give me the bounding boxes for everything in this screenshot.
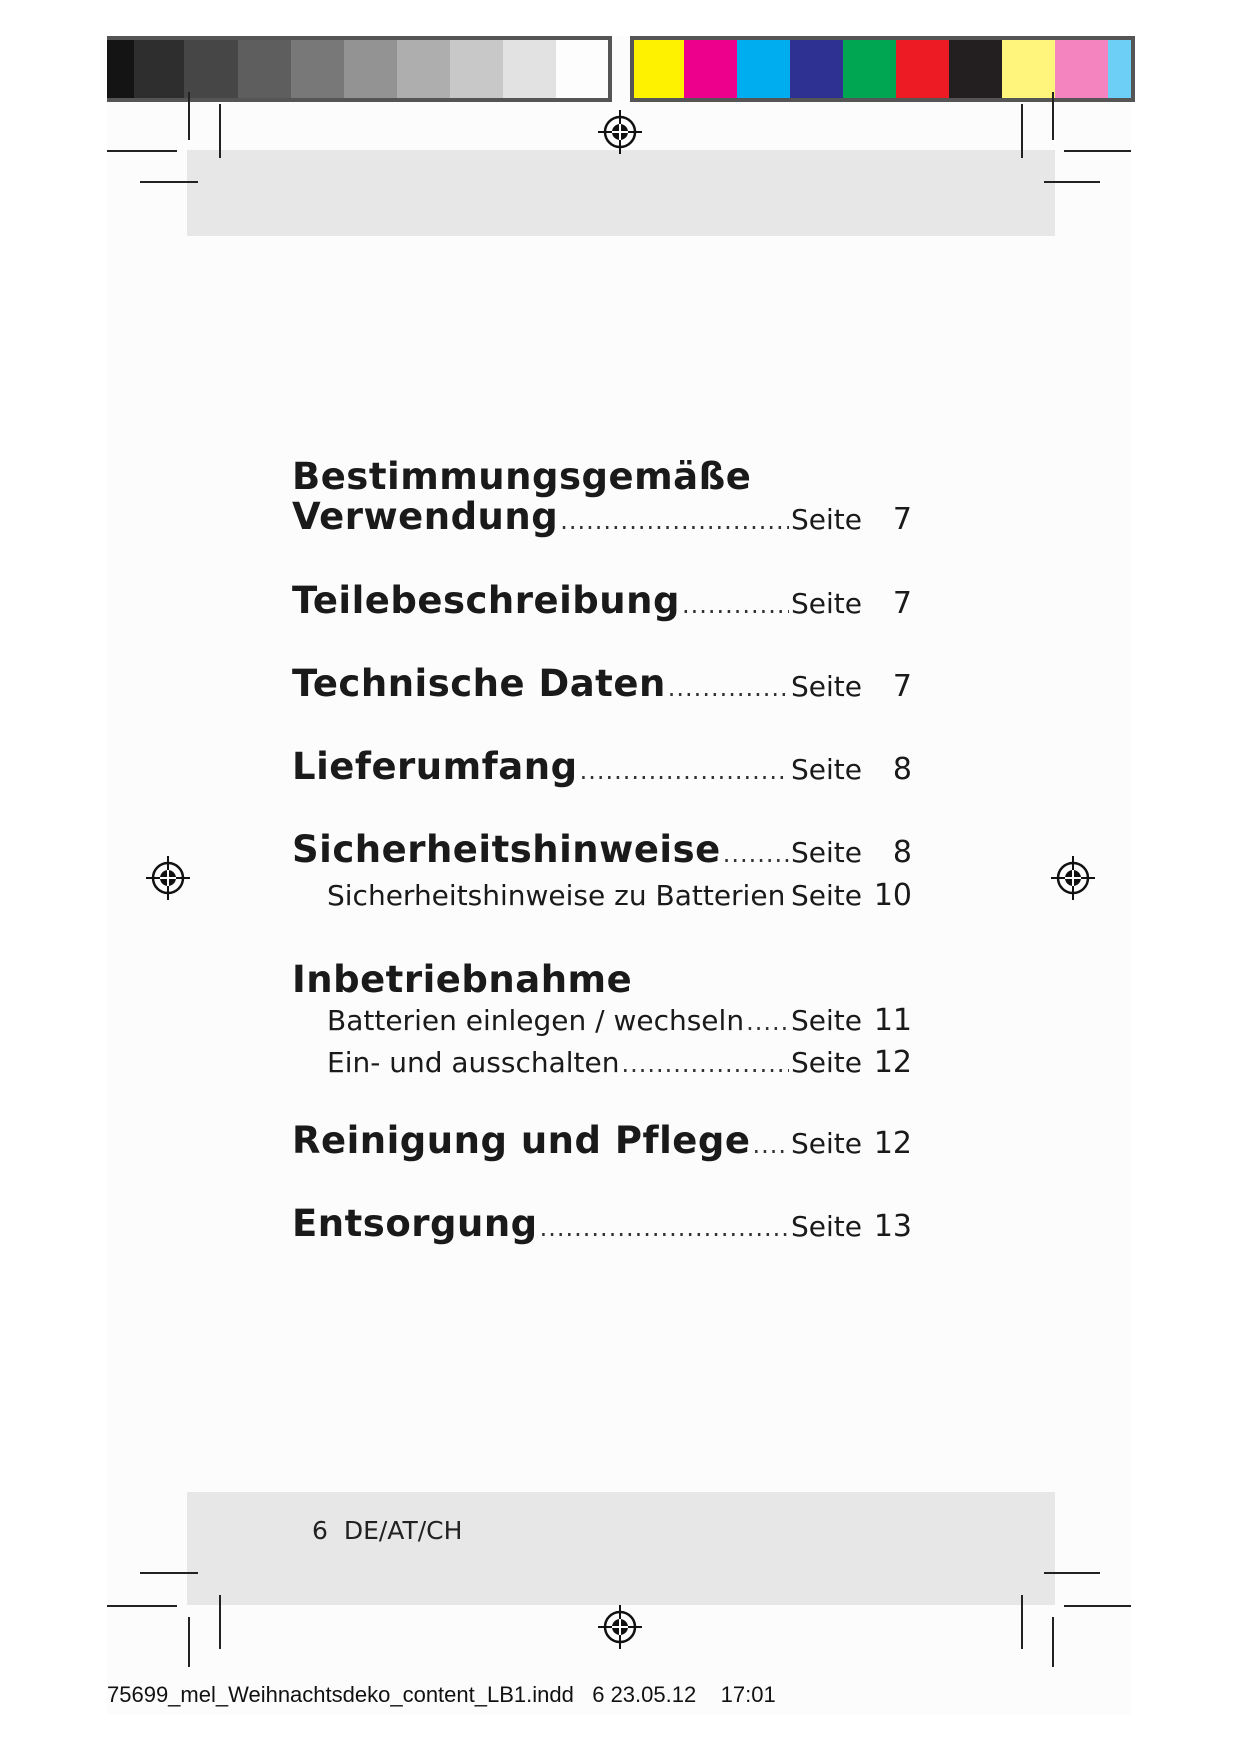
toc-page-number: 13 — [873, 1209, 912, 1244]
toc-subentry[interactable] — [292, 1045, 912, 1080]
crop-mark — [219, 104, 221, 158]
leader-dots — [746, 1008, 789, 1036]
toc-page-number: 8 — [892, 835, 912, 870]
toc-seite-label: Seite — [791, 1004, 862, 1037]
toc-seite-label: Seite — [791, 1127, 862, 1160]
leader-dots — [723, 840, 789, 868]
toc-entry[interactable] — [292, 745, 912, 788]
page-number: 6 — [312, 1516, 328, 1545]
leader-dots — [560, 507, 789, 535]
leader-dots — [787, 883, 789, 911]
toc-seite-label: Seite — [791, 587, 862, 620]
slug-filename: 75699_mel_Weihnachtsdeko_content_LB1.indd — [107, 1682, 574, 1707]
toc-entry[interactable] — [292, 828, 912, 871]
gray-swatch — [503, 40, 556, 98]
color-calibration-bar — [630, 36, 1135, 102]
color-swatch — [1108, 40, 1131, 98]
crop-mark — [1021, 104, 1023, 158]
leader-dots — [752, 1131, 789, 1159]
toc-page-number: 12 — [873, 1045, 912, 1080]
toc-entry-title: Lieferumfang — [292, 745, 578, 788]
gray-swatch — [134, 40, 184, 98]
toc-entry-title: Sicherheitshinweise — [292, 828, 721, 871]
leader-dots — [682, 591, 789, 619]
registration-mark-icon — [1051, 856, 1095, 900]
leader-dots — [622, 1050, 790, 1078]
toc-entry[interactable] — [292, 579, 912, 622]
crop-mark — [219, 1595, 221, 1649]
toc-page-number: 11 — [873, 1003, 912, 1038]
crop-mark — [1064, 1605, 1131, 1607]
toc-heading-line: Bestimmungsgemäße — [292, 455, 752, 498]
footer-band — [187, 1492, 1055, 1605]
gray-swatch — [184, 40, 238, 98]
leader-dots — [540, 1214, 789, 1242]
color-swatch — [634, 40, 684, 98]
toc-page-number: 7 — [892, 502, 912, 537]
toc-entry-title: Technische Daten — [292, 662, 666, 705]
toc-seite-label: Seite — [791, 503, 862, 536]
crop-mark — [1064, 150, 1131, 152]
gray-swatch — [344, 40, 397, 98]
locale-label: DE/AT/CH — [343, 1516, 463, 1545]
registration-mark-icon — [598, 110, 642, 154]
toc-page-number: 7 — [892, 669, 912, 704]
crop-mark — [1052, 1617, 1054, 1667]
color-swatch — [843, 40, 896, 98]
gray-swatch — [450, 40, 503, 98]
grayscale-calibration-bar — [107, 36, 612, 102]
toc-subentry[interactable] — [292, 878, 912, 913]
crop-mark — [107, 1605, 177, 1607]
color-swatch — [684, 40, 737, 98]
toc-seite-label: Seite — [791, 670, 862, 703]
toc-seite-label: Seite — [791, 753, 862, 786]
toc-entry-title: Verwendung — [292, 495, 559, 538]
toc-page-number: 10 — [873, 878, 912, 913]
color-swatch — [790, 40, 843, 98]
page-footer — [312, 1516, 462, 1545]
crop-mark — [1044, 1572, 1100, 1574]
gray-swatch — [291, 40, 344, 98]
toc-entry-title: Batterien einlegen / wechseln — [327, 1004, 745, 1037]
toc-subentry[interactable] — [292, 1003, 912, 1038]
registration-mark-icon — [146, 856, 190, 900]
crop-mark — [140, 1572, 198, 1574]
toc-entry-title: Ein- und ausschalten — [327, 1046, 620, 1079]
leader-dots — [668, 674, 789, 702]
toc-page-number: 8 — [892, 752, 912, 787]
color-swatch — [737, 40, 790, 98]
toc-entry[interactable] — [292, 1202, 912, 1245]
color-swatch — [1055, 40, 1108, 98]
toc-entry-title: Teilebeschreibung — [292, 579, 680, 622]
toc-entry[interactable] — [292, 1119, 912, 1162]
toc-entry[interactable] — [292, 662, 912, 705]
crop-mark — [140, 181, 198, 183]
toc-section-heading[interactable]: Inbetriebnahme — [292, 958, 633, 1001]
color-swatch — [949, 40, 1002, 98]
registration-mark-icon — [598, 1605, 642, 1649]
header-band — [187, 150, 1055, 236]
gray-swatch — [238, 40, 291, 98]
toc-page-number: 12 — [873, 1126, 912, 1161]
crop-mark — [1021, 1595, 1023, 1649]
crop-mark — [188, 92, 190, 140]
leader-dots — [580, 757, 789, 785]
crop-mark — [1044, 181, 1100, 183]
toc-entry-title: Reinigung und Pflege — [292, 1119, 751, 1162]
toc-entry-title: Sicherheitshinweise zu Batterien — [327, 879, 786, 912]
color-swatch — [896, 40, 949, 98]
slug-date: 23.05.12 — [610, 1682, 697, 1707]
gray-swatch — [556, 40, 608, 98]
toc-page-number: 7 — [892, 586, 912, 621]
toc-entry[interactable] — [292, 495, 912, 538]
crop-mark — [1052, 92, 1054, 140]
gray-swatch — [107, 40, 134, 98]
toc-entry-title: Entsorgung — [292, 1202, 538, 1245]
color-swatch — [1002, 40, 1055, 98]
gray-swatch — [397, 40, 450, 98]
print-slug-line — [107, 1682, 776, 1708]
slug-page: 6 — [592, 1682, 605, 1707]
crop-mark — [188, 1617, 190, 1667]
toc-seite-label: Seite — [791, 1210, 862, 1243]
toc-seite-label: Seite — [791, 879, 862, 912]
slug-time: 17:01 — [720, 1682, 776, 1707]
crop-mark — [107, 150, 177, 152]
toc-seite-label: Seite — [791, 836, 862, 869]
page-sheet — [107, 36, 1131, 1714]
toc-seite-label: Seite — [791, 1046, 862, 1079]
